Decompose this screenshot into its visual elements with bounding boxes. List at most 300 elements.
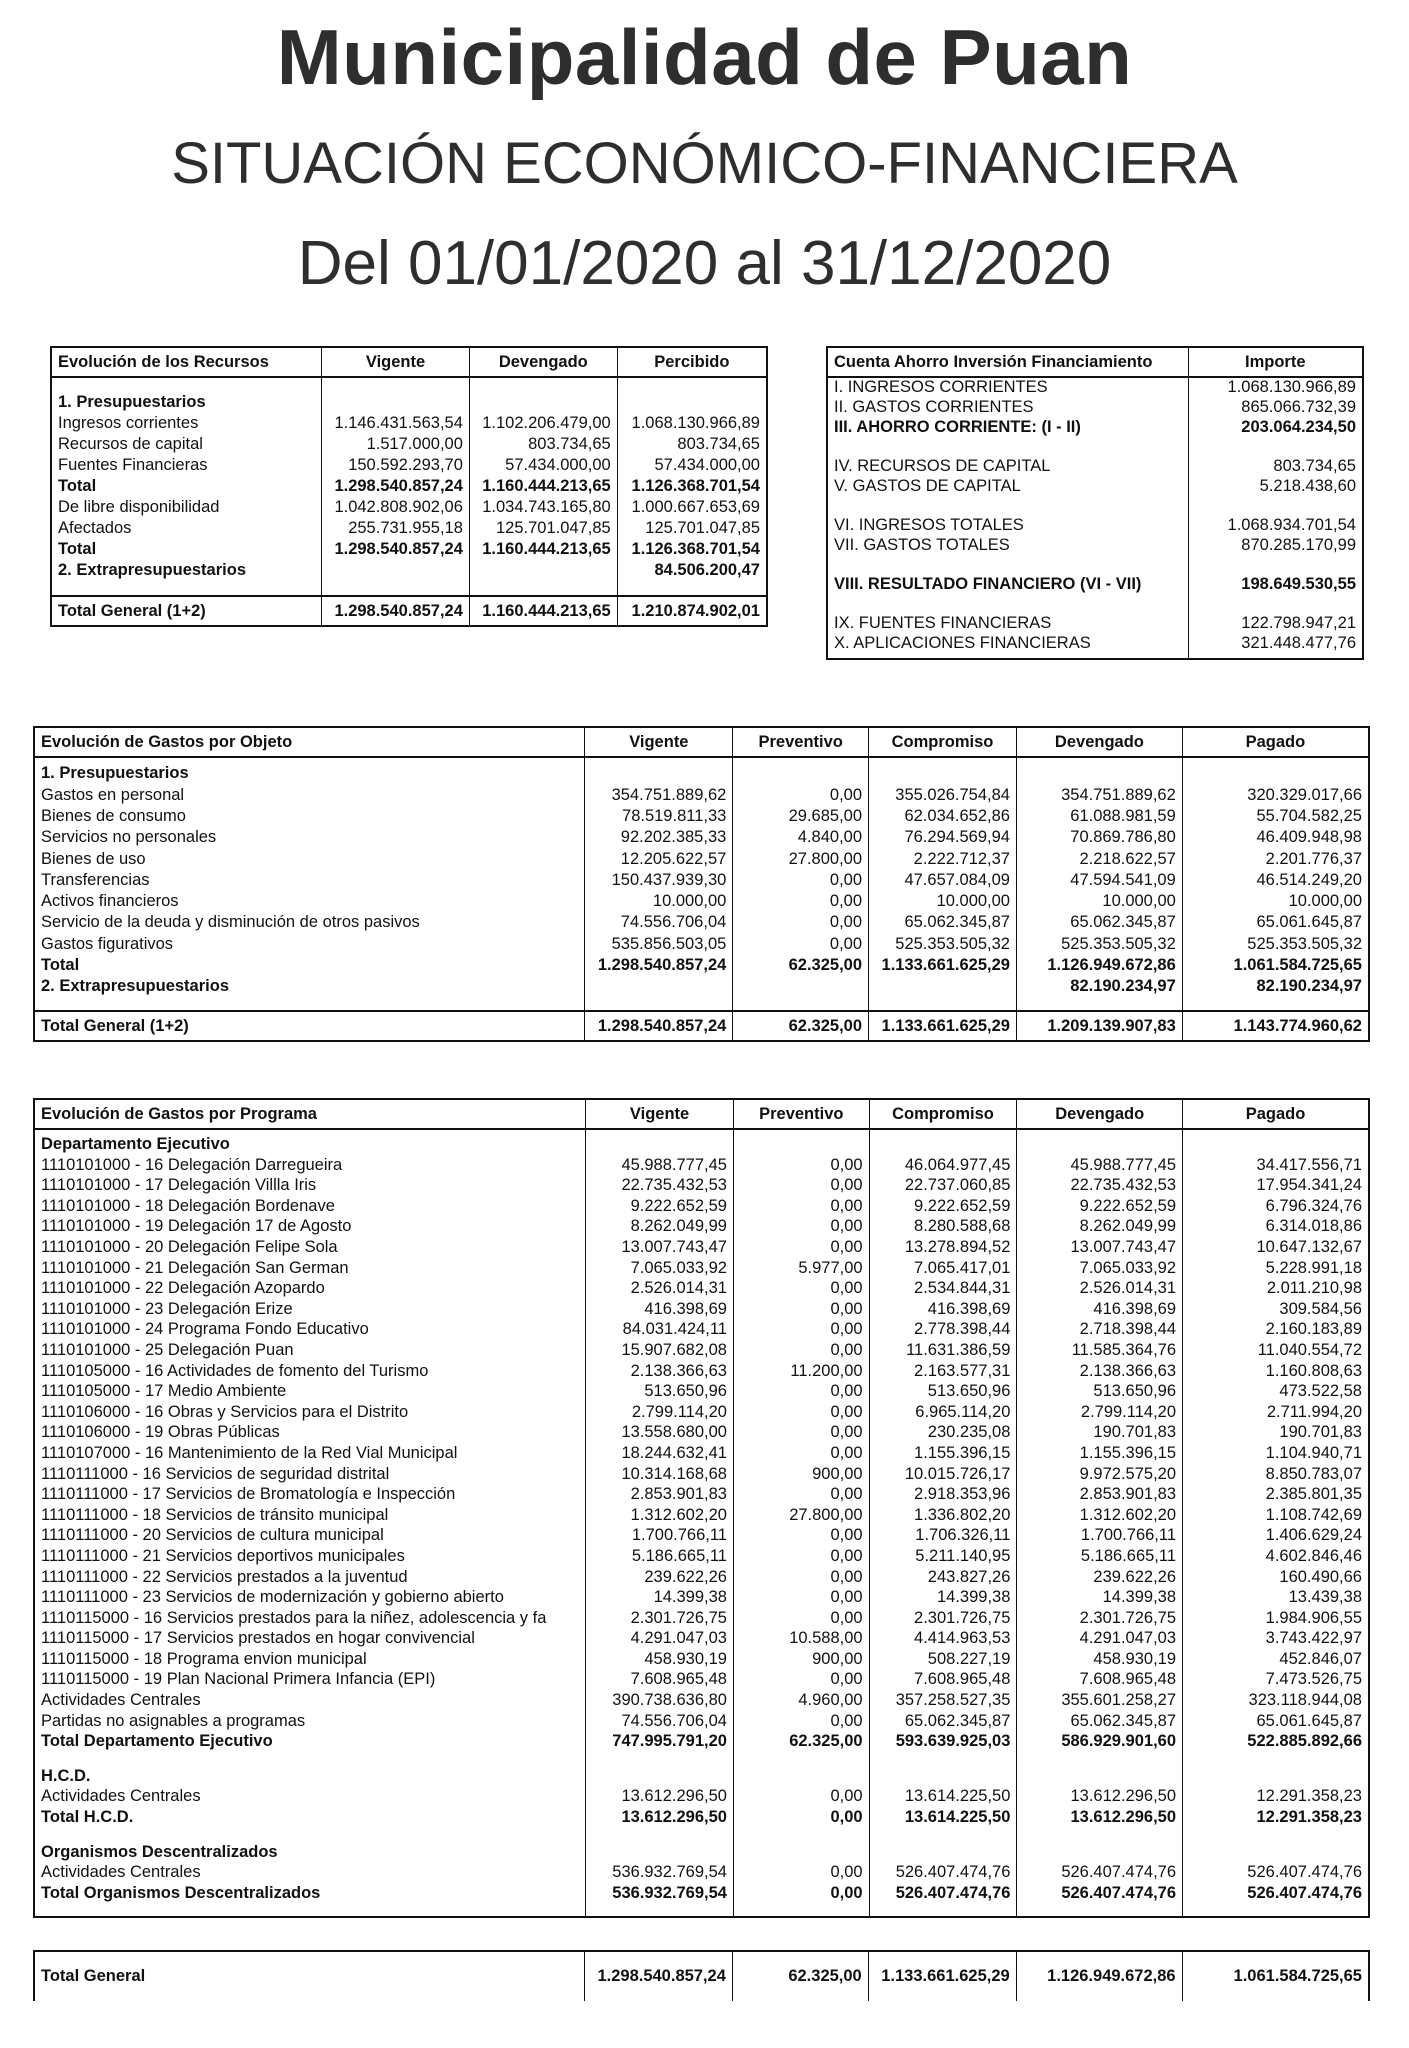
devengado-cell: 65.062.345,87 [1016,912,1182,933]
percibido-cell: 57.434.000,00 [617,455,767,476]
table-row [827,633,1363,653]
vigente-cell: 92.202.385,33 [585,827,733,848]
devengado-cell: 526.407.474,76 [1017,1883,1183,1904]
vigente-cell: 45.988.777,45 [586,1155,734,1176]
devengado-cell: 803.734,65 [469,434,617,455]
percibido-cell: 1.000.667.653,69 [617,497,767,518]
table-row [34,1711,1369,1732]
pagado-cell: 46.409.948,98 [1182,827,1369,848]
percibido-cell [617,392,767,413]
devengado-cell: 1.160.444.213,65 [469,596,617,626]
total-row [34,1011,1369,1041]
pagado-cell: 452.846,07 [1183,1649,1369,1670]
percibido-cell: 1.126.368.701,54 [617,476,767,497]
spacer-row [34,1828,1369,1842]
vigente-cell: 18.244.632,41 [586,1443,734,1464]
row-label: Gastos en personal [41,785,185,804]
vigente-cell [585,763,733,784]
devengado-cell: 190.701,83 [1017,1422,1183,1443]
row-label: Bienes de uso [41,849,146,868]
row-label: Total General (1+2) [34,1011,585,1041]
row-label: Total Organismos Descentralizados [41,1883,321,1902]
compromiso-cell: 1.336.802,20 [869,1505,1017,1526]
ahorro-header-1: Importe [1188,347,1363,377]
ahorro-header-0: Cuenta Ahorro Inversión Financiamiento [827,347,1188,377]
vigente-cell [322,392,470,413]
percibido-cell: 84.506.200,47 [617,560,767,581]
preventivo-cell [733,763,869,784]
compromiso-cell: 2.163.577,31 [869,1361,1017,1382]
importe-cell: 803.734,65 [1188,456,1363,476]
devengado-cell: 70.869.786,80 [1016,827,1182,848]
pagado-cell [1183,1842,1369,1863]
pagado-cell: 4.602.846,46 [1183,1546,1369,1567]
preventivo-cell: 0,00 [733,891,869,912]
pagado-cell: 2.201.776,37 [1182,848,1369,869]
preventivo-cell: 0,00 [733,1786,869,1807]
row-label: II. GASTOS CORRIENTES [834,397,1034,416]
table-row [34,1883,1369,1904]
pagado-cell: 10.000,00 [1182,891,1369,912]
table-row [34,806,1369,827]
preventivo-cell: 27.800,00 [733,1505,869,1526]
devengado-cell: 458.930,19 [1017,1649,1183,1670]
preventivo-cell: 0,00 [733,1566,869,1587]
total-row [51,596,767,626]
importe-cell: 865.066.732,39 [1188,397,1363,417]
compromiso-cell: 526.407.474,76 [869,1862,1017,1883]
pagado-cell: 17.954.341,24 [1183,1175,1369,1196]
devengado-cell: 4.291.047,03 [1017,1628,1183,1649]
row-label: 1110101000 - 24 Programa Fondo Educativo [41,1320,369,1339]
vigente-cell [585,976,733,997]
importe-cell: 1.068.934.701,54 [1188,515,1363,535]
vigente-cell [586,1134,734,1155]
compromiso-cell: 513.650,96 [869,1381,1017,1402]
row-label: X. APLICACIONES FINANCIERAS [834,633,1091,652]
table-row [34,1175,1369,1196]
preventivo-cell: 0,00 [733,1155,869,1176]
devengado-cell: 9.972.575,20 [1017,1464,1183,1485]
devengado-cell: 1.155.396,15 [1017,1443,1183,1464]
vigente-cell: 7.065.033,92 [586,1258,734,1279]
pagado-cell [1182,763,1369,784]
compromiso-cell: 14.399,38 [869,1587,1017,1608]
table-row [51,455,767,476]
table-row [34,1842,1369,1863]
preventivo-cell: 900,00 [733,1464,869,1485]
devengado-cell: 45.988.777,45 [1017,1155,1183,1176]
vigente-cell: 10.000,00 [585,891,733,912]
vigente-cell: 22.735.432,53 [586,1175,734,1196]
row-label: Partidas no asignables a programas [41,1711,306,1730]
compromiso-cell: 13.614.225,50 [869,1786,1017,1807]
row-label: Gastos figurativos [41,934,174,953]
preventivo-cell: 0,00 [733,1525,869,1546]
table-row [34,976,1369,997]
compromiso-cell: 4.414.963,53 [869,1628,1017,1649]
devengado-cell: 22.735.432,53 [1017,1175,1183,1196]
row-label: 1110101000 - 25 Delegación Puan [41,1340,294,1359]
importe-cell: 122.798.947,21 [1188,613,1363,633]
table-row [34,1216,1369,1237]
objeto-header-4: Devengado [1016,727,1182,757]
pagado-cell: 13.439,38 [1183,1587,1369,1608]
devengado-cell: 1.102.206.479,00 [469,413,617,434]
preventivo-cell: 0,00 [733,1299,869,1320]
row-label: Fuentes Financieras [58,456,208,475]
table-row [34,1258,1369,1279]
table-row [34,1608,1369,1629]
compromiso-cell [869,1766,1017,1787]
devengado-cell: 61.088.981,59 [1016,806,1182,827]
devengado-cell: 1.034.743.165,80 [469,497,617,518]
gastos-objeto-table [33,726,1370,1042]
row-label: 2. Extrapresupuestarios [41,977,229,996]
preventivo-cell: 0,00 [733,1175,869,1196]
compromiso-cell: 1.155.396,15 [869,1443,1017,1464]
row-label: Departamento Ejecutivo [41,1135,230,1154]
compromiso-cell: 47.657.084,09 [869,869,1017,890]
objeto-header-2: Preventivo [733,727,869,757]
table-row [34,1319,1369,1340]
devengado-cell: 2.301.726,75 [1017,1608,1183,1629]
preventivo-cell: 0,00 [733,1587,869,1608]
preventivo-cell: 0,00 [733,1807,869,1828]
devengado-cell: 14.399,38 [1017,1587,1183,1608]
devengado-cell [1017,1134,1183,1155]
preventivo-cell: 0,00 [733,912,869,933]
vigente-cell: 2.853.901,83 [586,1484,734,1505]
preventivo-cell [733,1766,869,1787]
importe-cell: 203.064.234,50 [1188,417,1363,437]
compromiso-cell: 593.639.925,03 [869,1731,1017,1752]
table-row [34,848,1369,869]
table-row [34,1690,1369,1711]
compromiso-cell: 13.278.894,52 [869,1237,1017,1258]
preventivo-cell: 0,00 [733,1546,869,1567]
table-row [51,392,767,413]
preventivo-cell: 0,00 [733,869,869,890]
pagado-cell: 82.190.234,97 [1182,976,1369,997]
programa-header-0: Evolución de Gastos por Programa [34,1099,586,1129]
table-row [827,417,1363,437]
row-label: Transferencias [41,870,150,889]
vigente-cell: 13.558.680,00 [586,1422,734,1443]
table-row [34,1566,1369,1587]
compromiso-cell [869,976,1017,997]
pagado-cell: 309.584,56 [1183,1299,1369,1320]
preventivo-cell: 0,00 [733,1340,869,1361]
pagado-cell: 1.160.808,63 [1183,1361,1369,1382]
compromiso-cell [869,1842,1017,1863]
vigente-cell: 1.700.766,11 [586,1525,734,1546]
row-label: 1110111000 - 16 Servicios de seguridad distrital [41,1464,390,1483]
preventivo-cell: 5.977,00 [733,1258,869,1279]
preventivo-cell [733,1842,869,1863]
preventivo-cell: 900,00 [733,1649,869,1670]
vigente-cell: 390.738.636,80 [586,1690,734,1711]
devengado-cell: 1.312.602,20 [1017,1505,1183,1526]
table-row [34,1862,1369,1883]
pagado-cell: 160.490,66 [1183,1566,1369,1587]
pagado-cell: 65.061.645,87 [1182,912,1369,933]
row-label: 1110106000 - 16 Obras y Servicios para el Distrito [41,1402,409,1421]
row-label: 1110111000 - 18 Servicios de tránsito municipal [41,1505,389,1524]
table-row [34,869,1369,890]
vigente-cell: 535.856.503,05 [585,933,733,954]
pagado-cell: 7.473.526,75 [1183,1669,1369,1690]
row-label: 1110111000 - 23 Servicios de modernización y gobierno abierto [41,1588,504,1607]
spacer-row [827,594,1363,613]
vigente-cell: 1.146.431.563,54 [322,413,470,434]
devengado-cell: 2.853.901,83 [1017,1484,1183,1505]
table-row [34,1731,1369,1752]
vigente-cell: 1.517.000,00 [322,434,470,455]
pagado-cell: 6.796.324,76 [1183,1196,1369,1217]
table-row [34,1546,1369,1567]
compromiso-cell: 8.280.588,68 [869,1216,1017,1237]
vigente-cell: 2.799.114,20 [586,1402,734,1423]
preventivo-cell [733,1134,869,1155]
table-row [34,1237,1369,1258]
vigente-cell: 9.222.652,59 [586,1196,734,1217]
table-row [51,434,767,455]
devengado-cell: 526.407.474,76 [1017,1862,1183,1883]
compromiso-cell: 10.015.726,17 [869,1464,1017,1485]
vigente-cell: 84.031.424,11 [586,1319,734,1340]
preventivo-cell: 0,00 [733,1237,869,1258]
devengado-cell: 1.700.766,11 [1017,1525,1183,1546]
compromiso-cell: 76.294.569,94 [869,827,1017,848]
devengado-cell: 125.701.047,85 [469,518,617,539]
preventivo-cell: 27.800,00 [733,848,869,869]
vigente-cell: 14.399,38 [586,1587,734,1608]
preventivo-cell: 0,00 [733,1381,869,1402]
importe-cell: 870.285.170,99 [1188,535,1363,555]
pagado-cell: 1.984.906,55 [1183,1608,1369,1629]
table-row [34,912,1369,933]
table-row [34,1669,1369,1690]
pagado-cell [1183,1766,1369,1787]
vigente-cell: 74.556.706,04 [586,1711,734,1732]
preventivo-cell: 0,00 [733,1319,869,1340]
pagado-cell: 526.407.474,76 [1183,1862,1369,1883]
objeto-header-5: Pagado [1182,727,1369,757]
table-row [827,456,1363,476]
pagado-cell: 65.061.645,87 [1183,1711,1369,1732]
preventivo-cell: 62.325,00 [732,1951,868,2001]
vigente-cell: 536.932.769,54 [586,1883,734,1904]
table-row [51,413,767,434]
devengado-cell: 9.222.652,59 [1017,1196,1183,1217]
compromiso-cell: 416.398,69 [869,1299,1017,1320]
compromiso-cell: 2.534.844,31 [869,1278,1017,1299]
pagado-cell: 2.385.801,35 [1183,1484,1369,1505]
table-row [827,613,1363,633]
vigente-cell: 1.298.540.857,24 [322,596,470,626]
preventivo-cell: 0,00 [733,1402,869,1423]
pagado-cell: 473.522,58 [1183,1381,1369,1402]
recursos-table [50,346,768,627]
row-label: Actividades Centrales [41,1787,201,1806]
devengado-cell: 13.612.296,50 [1017,1786,1183,1807]
devengado-cell: 2.799.114,20 [1017,1402,1183,1423]
page-title: Municipalidad de Puan [276,13,1133,101]
vigente-cell: 13.612.296,50 [586,1786,734,1807]
table-row [34,763,1369,784]
compromiso-cell: 65.062.345,87 [869,1711,1017,1732]
objeto-header-3: Compromiso [869,727,1017,757]
preventivo-cell: 0,00 [733,933,869,954]
pagado-cell: 6.314.018,86 [1183,1216,1369,1237]
compromiso-cell: 5.211.140,95 [869,1546,1017,1567]
row-label: 1110101000 - 21 Delegación San German [41,1258,349,1277]
table-row [34,1196,1369,1217]
row-label: Total [58,540,97,559]
compromiso-cell: 1.133.661.625,29 [868,1951,1016,2001]
row-label: 1. Presupuestarios [58,393,206,412]
pagado-cell: 522.885.892,66 [1183,1731,1369,1752]
vigente-cell: 1.042.808.902,06 [322,497,470,518]
devengado-cell [469,560,617,581]
table-row [34,1649,1369,1670]
row-label: 1110105000 - 16 Actividades de fomento del Turismo [41,1361,429,1380]
devengado-cell: 586.929.901,60 [1017,1731,1183,1752]
table-row [51,476,767,497]
table-row [51,539,767,560]
vigente-cell: 8.262.049,99 [586,1216,734,1237]
percibido-cell: 1.210.874.902,01 [617,596,767,626]
devengado-cell: 1.160.444.213,65 [469,476,617,497]
table-row [34,891,1369,912]
table-row [34,1443,1369,1464]
table-row [34,1155,1369,1176]
pagado-cell: 46.514.249,20 [1182,869,1369,890]
row-label: 1110105000 - 17 Medio Ambiente [41,1382,287,1401]
table-row [34,1422,1369,1443]
table-row [827,515,1363,535]
devengado-cell: 2.526.014,31 [1017,1278,1183,1299]
row-label: H.C.D. [41,1766,91,1785]
compromiso-cell: 62.034.652,86 [869,806,1017,827]
devengado-cell: 513.650,96 [1017,1381,1183,1402]
pagado-cell: 526.407.474,76 [1183,1883,1369,1904]
preventivo-cell: 29.685,00 [733,806,869,827]
vigente-cell: 1.298.540.857,24 [585,1011,733,1041]
preventivo-cell: 0,00 [733,1711,869,1732]
devengado-cell: 57.434.000,00 [469,455,617,476]
compromiso-cell: 11.631.386,59 [869,1340,1017,1361]
compromiso-cell: 2.222.712,37 [869,848,1017,869]
preventivo-cell: 62.325,00 [733,955,869,976]
row-label: Total [58,477,97,496]
pagado-cell: 525.353.505,32 [1182,933,1369,954]
pagado-cell: 2.711.994,20 [1183,1402,1369,1423]
vigente-cell [322,560,470,581]
pagado-cell: 1.406.629,24 [1183,1525,1369,1546]
devengado-cell: 10.000,00 [1016,891,1182,912]
vigente-cell: 354.751.889,62 [585,784,733,805]
vigente-cell: 1.298.540.857,24 [322,539,470,560]
percibido-cell: 1.068.130.966,89 [617,413,767,434]
preventivo-cell: 62.325,00 [733,1011,869,1041]
pagado-cell: 8.850.783,07 [1183,1464,1369,1485]
row-label: 1110115000 - 18 Programa envion municipal [41,1649,367,1668]
preventivo-cell: 0,00 [733,1862,869,1883]
devengado-cell: 11.585.364,76 [1017,1340,1183,1361]
table-row [34,1381,1369,1402]
preventivo-cell: 4.960,00 [733,1690,869,1711]
compromiso-cell: 230.235,08 [869,1422,1017,1443]
table-row [34,1786,1369,1807]
importe-cell: 5.218.438,60 [1188,476,1363,496]
programa-header-3: Compromiso [869,1099,1017,1129]
compromiso-cell: 526.407.474,76 [869,1883,1017,1904]
pagado-cell [1183,1134,1369,1155]
devengado-cell: 65.062.345,87 [1017,1711,1183,1732]
pagado-cell: 2.160.183,89 [1183,1319,1369,1340]
recursos-header-2: Devengado [469,347,617,377]
row-label: Activos financieros [41,892,179,911]
pagado-cell: 1.061.584.725,65 [1182,1951,1369,2001]
devengado-cell: 8.262.049,99 [1017,1216,1183,1237]
compromiso-cell: 10.000,00 [869,891,1017,912]
table-row [827,574,1363,594]
compromiso-cell: 1.133.661.625,29 [869,1011,1017,1041]
devengado-cell: 13.612.296,50 [1017,1807,1183,1828]
row-label: 1110101000 - 16 Delegación Darregueira [41,1155,343,1174]
table-row [51,518,767,539]
row-label: Ingresos corrientes [58,414,199,433]
pagado-cell: 1.108.742,69 [1183,1505,1369,1526]
compromiso-cell: 65.062.345,87 [869,912,1017,933]
row-label: Total General (1+2) [51,596,322,626]
devengado-cell: 1.160.444.213,65 [469,539,617,560]
row-label: 1110106000 - 19 Obras Públicas [41,1423,280,1442]
preventivo-cell: 10.588,00 [733,1628,869,1649]
table-row [34,1766,1369,1787]
row-label: IV. RECURSOS DE CAPITAL [834,456,1051,475]
table-row [34,1340,1369,1361]
vigente-cell [586,1766,734,1787]
devengado-cell: 7.065.033,92 [1017,1258,1183,1279]
spacer-row [827,437,1363,456]
preventivo-cell: 4.840,00 [733,827,869,848]
percibido-cell: 125.701.047,85 [617,518,767,539]
vigente-cell: 10.314.168,68 [586,1464,734,1485]
vigente-cell: 2.526.014,31 [586,1278,734,1299]
table-row [34,933,1369,954]
row-label: V. GASTOS DE CAPITAL [834,476,1021,495]
devengado-cell: 2.138.366,63 [1017,1361,1183,1382]
preventivo-cell: 0,00 [733,1484,869,1505]
table-row [34,784,1369,805]
importe-cell: 321.448.477,76 [1188,633,1363,653]
page-subtitle: SITUACIÓN ECONÓMICO-FINANCIERA [171,131,1238,196]
row-label: 1110101000 - 20 Delegación Felipe Sola [41,1238,338,1257]
compromiso-cell: 2.301.726,75 [869,1608,1017,1629]
row-label: De libre disponibilidad [58,498,220,517]
row-label: III. AHORRO CORRIENTE: (I - II) [834,417,1081,436]
pagado-cell: 2.011.210,98 [1183,1278,1369,1299]
preventivo-cell: 0,00 [733,1608,869,1629]
objeto-header-1: Vigente [585,727,733,757]
compromiso-cell: 7.608.965,48 [869,1669,1017,1690]
vigente-cell: 255.731.955,18 [322,518,470,539]
pagado-cell: 1.061.584.725,65 [1182,955,1369,976]
devengado-cell: 525.353.505,32 [1016,933,1182,954]
